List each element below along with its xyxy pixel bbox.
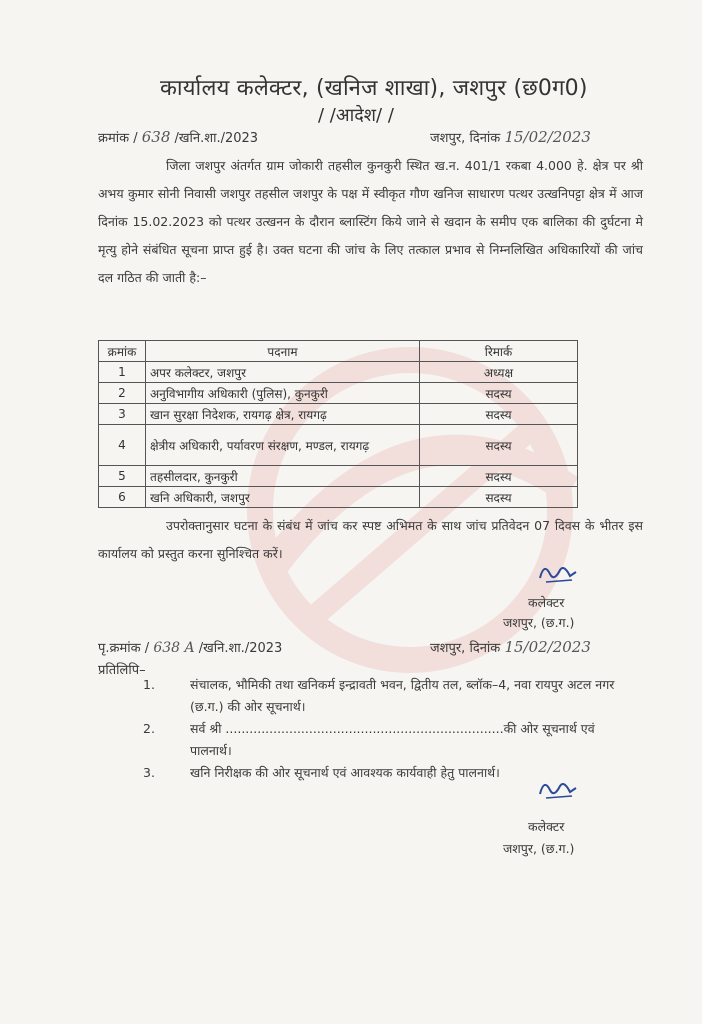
- table-header-remark: रिमार्क: [420, 341, 578, 362]
- signature-place-2: जशपुर, (छ.ग.): [503, 841, 575, 856]
- endorsement-place-date-label: जशपुर, दिनांक: [430, 641, 501, 656]
- endorsement-date-line: [430, 638, 591, 656]
- signature-mark-1: [536, 560, 578, 586]
- table-header-post: पदनाम: [146, 341, 420, 362]
- document-page: कार्यालय कलेक्टर, (खनिज शाखा), जशपुर (छ0ग0) / /आदेश/ / क्रमांक / 638 /खनि.शा./2023 जशपुर, दिनांक 15/02/2023 जिला जशपुर अंतर्गत ग्राम जोकारी तहसील कुनकुरी स्थित ख.न. 401/1 रकबा 4.000 हे. क्षेत्र पर श्री अभय कुमार सोनी निवासी जशपुर तहसील जशपुर के पक्ष में स्वीकृत गौण खनिज साधारण पत्थर उत्खनिपट्टा क्षेत्र में आज दिनांक 15.02.2023 को पत्थर उत्खनन के दौरान ब्लास्टिंग किये जाने से खदान के समीप एक बालिका की दुर्घटना मे मृत्यु होने संबंधित सूचना प्राप्त हुई है। उक्त घटना की जांच के लिए तत्काल प्रभाव से निम्नलिखित अधिकारियों की जांच दल गठित की जाती है:– क्रमांक पदनाम रिमार्क 1 अपर कलेक्टर, जशपुर अध्यक्ष 2 अनुविभागीय अधिकारी (पुलिस), कुनकुरी सदस्य 3 खान सुरक्षा निदेशक, रायगढ़ क्षेत्र, रायगढ़ सदस्य 4 क्षेत्रीय अधिकारी, पर्यावरण संरक्षण, मण्डल, रायगढ़ सदस्य 5 तहसीलदार, कुनकुरी सदस्य 6 खनि अधिकारी, जशपुर सदस्य उपरोक्तानुसार घटना के संबंध में जांच कर स्पष्ट अभिमत के साथ जांच प्रतिवेदन 07 दिवस के भीतर इस कार्यालय को प्रस्तुत करना सुनिश्चित करें। कलेक्टर जशपुर, (छ.ग.) पृ.क्रमांक / 638 A /खनि.शा./2023 जशपुर, दिनांक 15/02/2023 प्रतिलिपि– 1. संचालक, भौमिकी तथा खनिकर्म इन्द्रावती भवन, द्वितीय तल, ब्लॉक–4, नवा रायपुर अटल नगर (छ.ग.) की ओर सूचनार्थ। 2. सर्व श्री ......................................................................की ओर सूचनार्थ एवं पालनार्थ। 3. खनि निरीक्षक की ओर सूचनार्थ एवं आवश्यक कार्यवाही हेतु पालनार्थ। कलेक्टर जशपुर, (छ.ग.): [0, 0, 702, 1024]
- endorsement-label: पृ.क्रमांक: [98, 641, 141, 656]
- table-header-serial: क्रमांक: [99, 341, 146, 362]
- table-header-row: [99, 341, 578, 362]
- table-row: 3 खान सुरक्षा निदेशक, रायगढ़ क्षेत्र, रायगढ़ सदस्य: [99, 404, 578, 425]
- endorsement-number-line: पृ.क्रमांक / 638 A /खनि.शा./2023: [98, 640, 283, 656]
- table-row: 1 अपर कलेक्टर, जशपुर अध्यक्ष: [99, 362, 578, 383]
- endorsement-dept-year: /खनि.शा./2023: [198, 641, 283, 656]
- reference-number-line: क्रमांक / 638 /खनि.शा./2023: [98, 128, 259, 146]
- order-heading: / /आदेश/ /: [318, 105, 394, 126]
- table-row: 2 अनुविभागीय अधिकारी (पुलिस), कुनकुरी सदस्य: [99, 383, 578, 404]
- table-row: 4 क्षेत्रीय अधिकारी, पर्यावरण संरक्षण, मण्डल, रायगढ़ सदस्य: [99, 425, 578, 466]
- body-paragraph-2: उपरोक्तानुसार घटना के संबंध में जांच कर स्पष्ट अभिमत के साथ जांच प्रतिवेदन 07 दिवस के भीतर इस कार्यालय को प्रस्तुत करना सुनिश्चित करें।: [98, 518, 643, 561]
- signature-place-1: जशपुर, (छ.ग.): [503, 615, 575, 630]
- table-row: 6 खनि अधिकारी, जशपुर सदस्य: [99, 487, 578, 508]
- reference-dept-year: /खनि.शा./2023: [174, 131, 259, 146]
- copy-label: प्रतिलिपि–: [98, 663, 146, 678]
- table-row: 5 तहसीलदार, कुनकुरी सदस्य: [99, 466, 578, 487]
- signature-mark-2: [536, 776, 578, 802]
- signature-designation-2: कलेक्टर: [528, 819, 565, 834]
- body-paragraph-1: जिला जशपुर अंतर्गत ग्राम जोकारी तहसील कुनकुरी स्थित ख.न. 401/1 रकबा 4.000 हे. क्षेत्र पर श्री अभय कुमार सोनी निवासी जशपुर तहसील जशपुर के पक्ष में स्वीकृत गौण खनिज साधारण पत्थर उत्खनिपट्टा क्षेत्र में आज दिनांक 15.02.2023 को पत्थर उत्खनन के दौरान ब्लास्टिंग किये जाने से खदान के समीप एक बालिका की दुर्घटना मे मृत्यु होने संबंधित सूचना प्राप्त हुई है। उक्त घटना की जांच के लिए तत्काल प्रभाव से निम्नलिखित अधिकारियों की जांच दल गठित की जाती है:–: [98, 158, 643, 285]
- committee-table: [98, 340, 578, 508]
- signature-designation-1: कलेक्टर: [528, 595, 565, 610]
- reference-label: क्रमांक: [98, 131, 130, 146]
- reference-place-date-label: जशपुर, दिनांक: [430, 131, 501, 146]
- endorsement-date: 15/02/2023: [504, 638, 591, 656]
- endorsement-number: 638 A: [153, 640, 195, 656]
- reference-date: 15/02/2023: [504, 128, 591, 146]
- reference-number: 638: [141, 128, 171, 146]
- reference-date-line: [430, 128, 591, 146]
- office-title: कार्यालय कलेक्टर, (खनिज शाखा), जशपुर (छ0ग0): [160, 76, 588, 101]
